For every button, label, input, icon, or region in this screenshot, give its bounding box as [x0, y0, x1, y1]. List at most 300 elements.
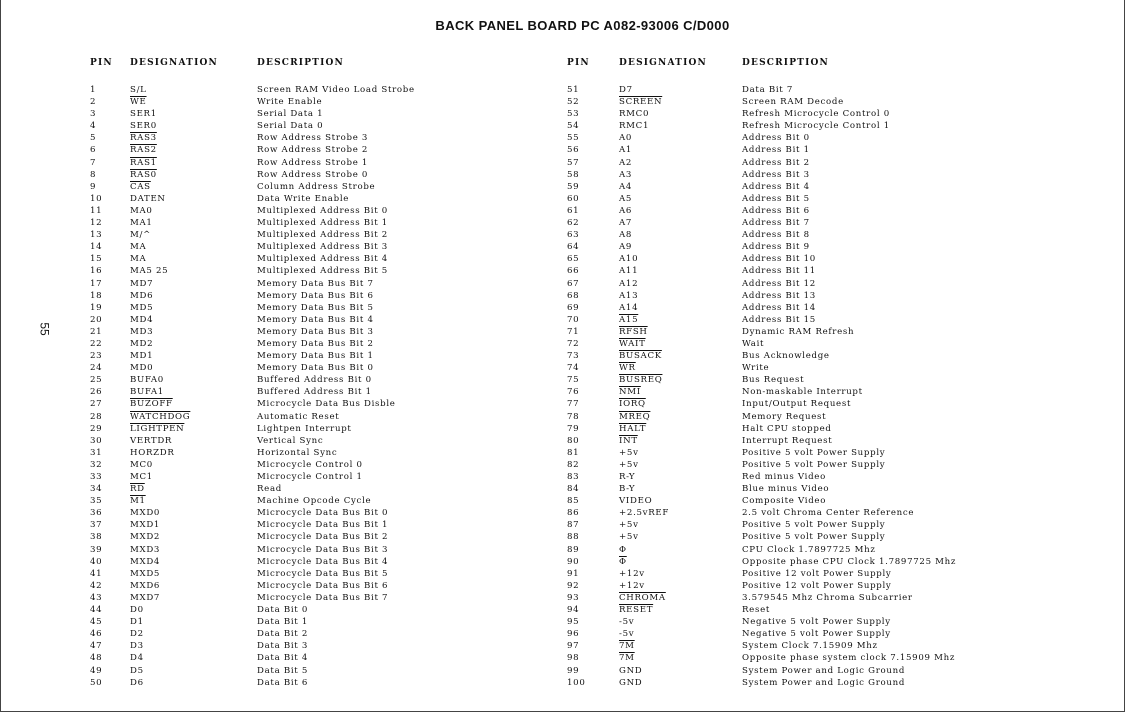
description-cell: Lightpen Interrupt	[257, 423, 352, 434]
designation-cell: MA	[130, 254, 147, 265]
description-cell: Refresh Microcycle Control 1	[742, 121, 890, 132]
description-cell: Non-maskable Interrupt	[742, 387, 863, 398]
pin-cell: 11	[90, 205, 103, 216]
designation-cell: WATCHDOG	[130, 411, 191, 422]
description-cell: Address Bit 14	[742, 302, 816, 313]
pin-cell: 43	[90, 592, 103, 603]
pin-cell: 89	[567, 544, 580, 555]
pin-cell: 68	[567, 290, 580, 301]
pin-cell: 85	[567, 496, 580, 507]
designation-cell: MA1	[130, 218, 153, 229]
designation-cell: +5v	[619, 459, 639, 470]
pin-cell: 24	[90, 363, 103, 374]
designation-cell: MXD2	[130, 532, 161, 543]
description-cell: Data Bit 6	[257, 677, 309, 688]
description-cell: Data Bit 1	[257, 617, 309, 628]
designation-cell: CHROMA	[619, 592, 666, 603]
pin-cell: 56	[567, 145, 580, 156]
header-pin: PIN	[90, 58, 113, 68]
designation-cell: MXD7	[130, 592, 161, 603]
description-cell: Row Address Strobe 1	[257, 157, 369, 168]
designation-cell: SER1	[130, 109, 157, 120]
pin-cell: 77	[567, 399, 580, 410]
designation-cell: SCREEN	[619, 97, 663, 108]
designation-cell: MA5 25	[130, 266, 169, 277]
pin-cell: 10	[90, 193, 103, 204]
description-cell: Row Address Strobe 3	[257, 133, 369, 144]
description-cell: Address Bit 4	[742, 181, 810, 192]
designation-cell: A8	[619, 230, 633, 241]
description-cell: Memory Data Bus Bit 0	[257, 363, 374, 374]
designation-cell: A12	[619, 278, 639, 289]
designation-cell: Φ	[619, 544, 627, 555]
description-cell: Memory Data Bus Bit 1	[257, 351, 374, 362]
pin-cell: 50	[90, 677, 103, 688]
designation-cell: VERTDR	[130, 435, 173, 446]
pin-cell: 29	[90, 423, 103, 434]
designation-cell: R-Y	[619, 472, 636, 482]
designation-cell: MA0	[130, 205, 153, 216]
pin-cell: 76	[567, 387, 580, 398]
pin-cell: 65	[567, 254, 580, 265]
designation-cell: MC1	[130, 472, 153, 482]
designation-cell: A7	[619, 218, 633, 229]
pin-cell: 95	[567, 617, 580, 628]
description-cell: Data Bit 7	[742, 85, 794, 95]
description-cell: 3.579545 Mhz Chroma Subcarrier	[742, 592, 913, 603]
description-cell: Multiplexed Address Bit 4	[257, 254, 388, 265]
description-cell: Input/Output Request	[742, 399, 852, 410]
description-cell: Multiplexed Address Bit 5	[257, 266, 388, 277]
designation-cell: D0	[130, 605, 144, 616]
designation-cell: RAS0	[130, 169, 157, 180]
designation-cell: LIGHTPEN	[130, 423, 185, 434]
pin-cell: 79	[567, 423, 580, 434]
description-cell: Address Bit 11	[742, 266, 816, 277]
description-cell: Buffered Address Bit 1	[257, 387, 372, 398]
designation-cell: M1	[130, 496, 146, 507]
pin-cell: 26	[90, 387, 103, 398]
pin-cell: 3	[90, 109, 97, 120]
pin-cell: 91	[567, 568, 580, 579]
pin-cell: 72	[567, 338, 580, 349]
designation-cell: RESET	[619, 605, 654, 616]
pin-cell: 36	[90, 508, 103, 519]
description-cell: Red minus Video	[742, 472, 826, 482]
designation-cell: A5	[619, 193, 633, 204]
designation-cell: +5v	[619, 447, 639, 458]
pin-cell: 32	[90, 459, 103, 470]
designation-cell: BUZOFF	[130, 399, 173, 410]
description-cell: Address Bit 12	[742, 278, 816, 289]
designation-cell: $\overline{INT}$	[619, 435, 638, 446]
pin-cell: 18	[90, 290, 103, 301]
designation-cell: MD6	[130, 290, 154, 301]
description-cell: Data Bit 0	[257, 605, 309, 616]
designation-cell: GND	[619, 665, 643, 676]
designation-cell: MC0	[130, 459, 153, 470]
description-cell: Column Address Strobe	[257, 181, 376, 192]
description-cell: Address Bit 1	[742, 145, 810, 156]
pin-cell: 2	[90, 97, 97, 108]
description-cell: Negative 5 volt Power Supply	[742, 629, 891, 640]
pin-cell: 69	[567, 302, 580, 313]
description-cell: Data Write Enable	[257, 193, 350, 204]
header-description: DESCRIPTION	[742, 58, 829, 68]
designation-cell: B-Y	[619, 484, 636, 495]
designation-cell: MD1	[130, 351, 154, 362]
pin-cell: 27	[90, 399, 103, 410]
pin-cell: 20	[90, 314, 103, 325]
designation-cell: +12v	[619, 580, 645, 591]
designation-cell: MA	[130, 242, 147, 253]
pin-cell: 84	[567, 484, 580, 495]
designation-cell: A10	[619, 254, 639, 265]
header-pin: PIN	[567, 58, 590, 68]
description-cell: Serial Data 1	[257, 109, 324, 120]
pin-cell: 25	[90, 375, 103, 386]
description-cell: System Clock 7.15909 Mhz	[742, 641, 878, 652]
pin-cell: 55	[567, 133, 580, 144]
designation-cell: D4	[130, 653, 144, 664]
description-cell: Data Bit 2	[257, 629, 309, 640]
designation-cell: $\overline{\Phi}$	[619, 556, 627, 567]
pin-cell: 12	[90, 218, 103, 229]
pin-cell: 1	[90, 85, 97, 95]
pin-cell: 53	[567, 109, 580, 120]
description-cell: CPU Clock 1.7897725 Mhz	[742, 544, 876, 555]
pin-cell: 31	[90, 447, 103, 458]
designation-cell: BUSACK	[619, 351, 662, 362]
description-cell: Interrupt Request	[742, 435, 833, 446]
pin-cell: 30	[90, 435, 103, 446]
designation-cell: 7M	[619, 641, 635, 652]
description-cell: Memory Data Bus Bit 3	[257, 326, 374, 337]
description-cell: Halt CPU stopped	[742, 423, 832, 434]
designation-cell: A11	[619, 266, 639, 277]
pin-cell: 14	[90, 242, 103, 253]
description-cell: Positive 5 volt Power Supply	[742, 520, 886, 531]
designation-cell: RAS3	[130, 133, 157, 144]
designation-cell: 7M	[619, 653, 635, 664]
description-cell: Buffered Address Bit 0	[257, 375, 372, 386]
pin-cell: 44	[90, 605, 103, 616]
pin-cell: 17	[90, 278, 103, 289]
designation-cell: SER0	[130, 121, 157, 132]
designation-cell: +12v	[619, 568, 645, 579]
description-cell: Positive 5 volt Power Supply	[742, 459, 886, 470]
pin-cell: 94	[567, 605, 580, 616]
pin-cell: 48	[90, 653, 103, 664]
description-cell: Vertical Sync	[257, 435, 324, 446]
description-cell: Microcycle Data Bus Bit 2	[257, 532, 389, 543]
pin-cell: 90	[567, 556, 580, 567]
description-cell: Microcycle Data Bus Bit 5	[257, 568, 389, 579]
pin-cell: 70	[567, 314, 580, 325]
pin-cell: 37	[90, 520, 103, 531]
pin-cell: 73	[567, 351, 580, 362]
description-cell: Memory Data Bus Bit 6	[257, 290, 374, 301]
description-cell: Dynamic RAM Refresh	[742, 326, 855, 337]
pin-cell: 61	[567, 205, 580, 216]
pin-cell: 33	[90, 472, 103, 482]
pin-cell: 19	[90, 302, 103, 313]
description-cell: Refresh Microcycle Control 0	[742, 109, 890, 120]
description-cell: Screen RAM Decode	[742, 97, 844, 108]
designation-cell: D5	[130, 665, 144, 676]
designation-cell: A1	[619, 145, 633, 156]
description-cell: Microcycle Data Bus Bit 1	[257, 520, 389, 531]
description-cell: Row Address Strobe 2	[257, 145, 369, 156]
description-cell: Opposite phase system clock 7.15909 Mhz	[742, 653, 956, 664]
description-cell: Address Bit 8	[742, 230, 810, 241]
designation-cell: A4	[619, 181, 633, 192]
description-cell: System Power and Logic Ground	[742, 677, 906, 688]
description-cell: Memory Data Bus Bit 2	[257, 338, 374, 349]
designation-cell: MD5	[130, 302, 154, 313]
pin-cell: 83	[567, 472, 580, 482]
pin-cell: 78	[567, 411, 580, 422]
designation-cell: MXD6	[130, 580, 161, 591]
pin-cell: 82	[567, 459, 580, 470]
description-cell: Microcycle Data Bus Bit 0	[257, 508, 389, 519]
description-cell: Horizontal Sync	[257, 447, 338, 458]
pin-cell: 41	[90, 568, 103, 579]
page-title: BACK PANEL BOARD PC A082-93006 C/D000	[435, 18, 730, 33]
description-cell: Write	[742, 363, 770, 374]
designation-cell: A13	[619, 290, 639, 301]
description-cell: Address Bit 2	[742, 157, 810, 168]
pin-cell: 67	[567, 278, 580, 289]
designation-cell: $\overline{NMI}$	[619, 387, 641, 398]
designation-cell: MXD5	[130, 568, 161, 579]
designation-cell: -5v	[619, 629, 635, 640]
designation-cell: RMC1	[619, 121, 650, 132]
designation-cell: D7	[619, 85, 633, 95]
designation-cell: A15	[619, 314, 639, 325]
designation-cell: IORQ	[619, 399, 646, 410]
pin-cell: 52	[567, 97, 580, 108]
designation-cell: $\overline{CAS}$	[130, 181, 151, 192]
pin-cell: 100	[567, 677, 586, 688]
description-cell: Microcycle Control 0	[257, 459, 363, 470]
designation-cell: +5v	[619, 532, 639, 543]
description-cell: Address Bit 5	[742, 193, 810, 204]
designation-cell: $\overline{WE}$	[130, 97, 147, 108]
designation-cell: MXD4	[130, 556, 161, 567]
designation-cell: D3	[130, 641, 144, 652]
description-cell: Microcycle Data Bus Bit 6	[257, 580, 389, 591]
pin-cell: 35	[90, 496, 103, 507]
designation-cell: GND	[619, 677, 643, 688]
description-cell: Read	[257, 484, 282, 495]
designation-cell: D1	[130, 617, 144, 628]
description-cell: Multiplexed Address Bit 1	[257, 218, 388, 229]
designation-cell: MXD1	[130, 520, 161, 531]
designation-cell: $\overline{RD}$	[130, 484, 145, 495]
designation-cell: A14	[619, 302, 639, 313]
pin-cell: 6	[90, 145, 97, 156]
description-cell: Microcycle Data Bus Bit 3	[257, 544, 389, 555]
description-cell: Memory Data Bus Bit 7	[257, 278, 374, 289]
designation-cell: BUFA1	[130, 387, 164, 398]
description-cell: Multiplexed Address Bit 3	[257, 242, 388, 253]
pin-cell: 47	[90, 641, 103, 652]
designation-cell: A2	[619, 157, 633, 168]
description-cell: Memory Request	[742, 411, 827, 422]
designation-cell: MD3	[130, 326, 154, 337]
designation-cell: RFSH	[619, 326, 648, 337]
pin-cell: 80	[567, 435, 580, 446]
designation-cell: RAS2	[130, 145, 157, 156]
pin-cell: 8	[90, 169, 97, 180]
pin-cell: 96	[567, 629, 580, 640]
description-cell: Memory Data Bus Bit 5	[257, 302, 374, 313]
pin-cell: 93	[567, 592, 580, 603]
pin-cell: 98	[567, 653, 580, 664]
designation-cell: MD4	[130, 314, 154, 325]
description-cell: Address Bit 6	[742, 205, 810, 216]
designation-cell: $\overline{WR}$	[619, 363, 636, 374]
description-cell: Microcycle Data Bus Bit 7	[257, 592, 389, 603]
pin-cell: 38	[90, 532, 103, 543]
description-cell: Positive 5 volt Power Supply	[742, 532, 886, 543]
pin-cell: 88	[567, 532, 580, 543]
description-cell: Address Bit 10	[742, 254, 816, 265]
description-cell: Multiplexed Address Bit 0	[257, 205, 388, 216]
description-cell: Address Bit 9	[742, 242, 810, 253]
description-cell: 2.5 volt Chroma Center Reference	[742, 508, 915, 519]
pin-cell: 45	[90, 617, 103, 628]
description-cell: Opposite phase CPU Clock 1.7897725 Mhz	[742, 556, 957, 567]
designation-cell: HALT	[619, 423, 647, 434]
designation-cell: M/^	[130, 230, 151, 241]
header-description: DESCRIPTION	[257, 58, 344, 68]
pin-cell: 16	[90, 266, 103, 277]
description-cell: Blue minus Video	[742, 484, 830, 495]
designation-cell: MD0	[130, 363, 154, 374]
pin-cell: 9	[90, 181, 97, 192]
pin-cell: 51	[567, 85, 580, 95]
pin-cell: 58	[567, 169, 580, 180]
designation-cell: A3	[619, 169, 633, 180]
pin-cell: 92	[567, 580, 580, 591]
page-number: 55	[37, 322, 52, 336]
pin-cell: 60	[567, 193, 580, 204]
description-cell: Composite Video	[742, 496, 827, 507]
description-cell: Screen RAM Video Load Strobe	[257, 85, 415, 95]
description-cell: Microcycle Data Bus Disble	[257, 399, 396, 410]
pin-cell: 4	[90, 121, 97, 132]
designation-cell: A6	[619, 205, 633, 216]
designation-cell: HORZDR	[130, 447, 175, 458]
designation-cell: +5v	[619, 520, 639, 531]
pin-cell: 86	[567, 508, 580, 519]
description-cell: Address Bit 7	[742, 218, 810, 229]
pin-cell: 87	[567, 520, 580, 531]
description-cell: Data Bit 5	[257, 665, 309, 676]
header-designation: DESIGNATION	[619, 58, 707, 68]
pin-cell: 74	[567, 363, 580, 374]
pin-cell: 75	[567, 375, 580, 386]
description-cell: Machine Opcode Cycle	[257, 496, 372, 507]
description-cell: Positive 12 volt Power Supply	[742, 568, 892, 579]
description-cell: Row Address Strobe 0	[257, 169, 369, 180]
designation-cell: D2	[130, 629, 144, 640]
pin-cell: 13	[90, 230, 103, 241]
designation-cell: D6	[130, 677, 144, 688]
designation-cell: A9	[619, 242, 633, 253]
description-cell: Bus Request	[742, 375, 805, 386]
designation-cell: -5v	[619, 617, 635, 628]
pin-cell: 62	[567, 218, 580, 229]
pin-cell: 71	[567, 326, 580, 337]
description-cell: Data Bit 3	[257, 641, 309, 652]
description-cell: Data Bit 4	[257, 653, 309, 664]
description-cell: Multiplexed Address Bit 2	[257, 230, 388, 241]
pin-cell: 15	[90, 254, 103, 265]
pin-cell: 23	[90, 351, 103, 362]
description-cell: Negative 5 volt Power Supply	[742, 617, 891, 628]
description-cell: Positive 5 volt Power Supply	[742, 447, 886, 458]
designation-cell: RAS1	[130, 157, 157, 168]
designation-cell: RMC0	[619, 109, 650, 120]
pin-cell: 66	[567, 266, 580, 277]
designation-cell: BUFA0	[130, 375, 164, 386]
description-cell: Positive 12 volt Power Supply	[742, 580, 892, 591]
pin-cell: 21	[90, 326, 103, 337]
pin-cell: 40	[90, 556, 103, 567]
description-cell: Address Bit 15	[742, 314, 816, 325]
pin-cell: 49	[90, 665, 103, 676]
pin-cell: 28	[90, 411, 103, 422]
pin-cell: 57	[567, 157, 580, 168]
designation-cell: MXD3	[130, 544, 161, 555]
designation-cell: VIDEO	[619, 496, 653, 507]
description-cell: Wait	[742, 338, 765, 349]
description-cell: Bus Acknowledge	[742, 351, 830, 362]
description-cell: Write Enable	[257, 97, 323, 108]
pin-cell: 39	[90, 544, 103, 555]
pin-cell: 64	[567, 242, 580, 253]
description-cell: System Power and Logic Ground	[742, 665, 906, 676]
designation-cell: MD7	[130, 278, 154, 289]
pin-cell: 42	[90, 580, 103, 591]
pin-cell: 81	[567, 447, 580, 458]
designation-cell: BUSREQ	[619, 375, 663, 386]
pin-cell: 54	[567, 121, 580, 132]
pin-cell: 99	[567, 665, 580, 676]
description-cell: Address Bit 0	[742, 133, 810, 144]
description-cell: Automatic Reset	[257, 411, 340, 422]
designation-cell: MD2	[130, 338, 154, 349]
description-cell: Address Bit 13	[742, 290, 816, 301]
description-cell: Microcycle Control 1	[257, 472, 363, 482]
pin-cell: 7	[90, 157, 97, 168]
designation-cell: +2.5vREF	[619, 508, 670, 519]
designation-cell: A0	[619, 133, 633, 144]
description-cell: Memory Data Bus Bit 4	[257, 314, 374, 325]
description-cell: Address Bit 3	[742, 169, 810, 180]
pin-cell: 34	[90, 484, 103, 495]
pin-cell: 22	[90, 338, 103, 349]
designation-cell: MREQ	[619, 411, 651, 422]
designation-cell: WAIT	[619, 338, 646, 349]
designation-cell: S/L	[130, 85, 147, 95]
header-designation: DESIGNATION	[130, 58, 218, 68]
pin-cell: 46	[90, 629, 103, 640]
pin-cell: 5	[90, 133, 97, 144]
